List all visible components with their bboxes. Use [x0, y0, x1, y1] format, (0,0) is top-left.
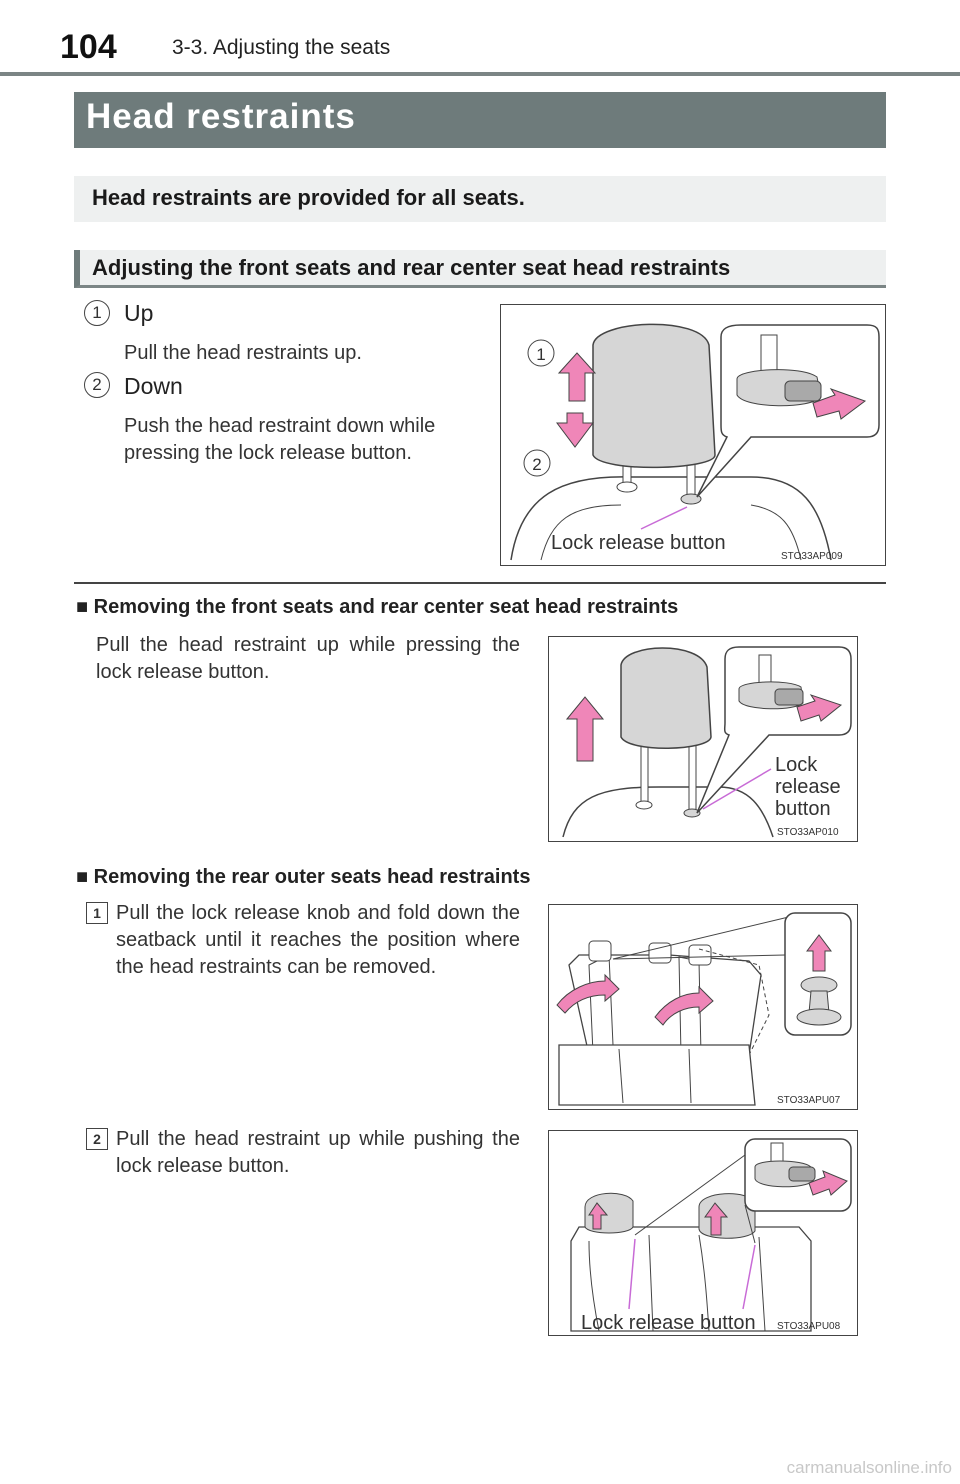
figure-code: STO33AP009 — [781, 551, 843, 562]
figure-label-2: 2 — [532, 455, 542, 474]
step-number-2: 2 — [84, 372, 110, 398]
figure-callout-lock-release: Lock release button — [581, 1312, 756, 1334]
page-title: Head restraints — [86, 97, 356, 136]
figure-callout-lock-release: Lock release button — [551, 532, 726, 554]
figure-code: STO33APU07 — [777, 1095, 841, 1106]
step-text-up: Pull the head restraints up. — [124, 342, 362, 364]
removing-rear-heading-text: Removing the rear outer seats head restraints — [93, 866, 531, 888]
page-title-band — [74, 92, 886, 148]
adjusting-heading: Adjusting the front seats and rear center seat head restraints — [92, 255, 731, 280]
figure-code: STO33AP010 — [777, 827, 839, 838]
step-text-down-line-2: pressing the lock release button. — [124, 442, 412, 464]
header-rule — [0, 72, 960, 76]
intro-text: Head restraints are provided for all seats. — [92, 185, 525, 210]
adjusting-heading-box — [74, 250, 886, 288]
figure-label-1: 1 — [536, 345, 546, 364]
step-text-down-line-1: Push the head restraint down while — [124, 415, 436, 437]
step-title-down: Down — [124, 373, 183, 399]
step-title-up: Up — [124, 300, 154, 326]
section-path: 3-3. Adjusting the seats — [172, 36, 391, 59]
figure-callout-release: release — [775, 776, 841, 798]
figure-rear-remove-restraint — [548, 1130, 858, 1336]
rear-step-number-1: 1 — [86, 902, 108, 924]
figure-callout-lock: Lock — [775, 754, 818, 776]
figure-code: STO33APU08 — [777, 1321, 841, 1332]
figure-adjust-head-restraint — [500, 304, 886, 566]
step-number-1: 1 — [84, 300, 110, 326]
removing-front-text: Pull the head restraint up while pressing the lock release button. — [96, 634, 520, 683]
rear-step-number-2: 2 — [86, 1128, 108, 1150]
removing-front-heading: ■ Removing the front seats and rear center seat head restraints — [76, 596, 679, 618]
removing-rear-heading: ■ Removing the rear outer seats head restraints — [76, 866, 531, 888]
figure-callout-button: button — [775, 798, 831, 820]
intro-box — [74, 176, 886, 222]
rear-step-text-2: Pull the head restraint up while pushing the lock release button. — [116, 1128, 520, 1177]
removing-front-heading-text: Removing the front seats and rear center seat head restraints — [93, 596, 679, 618]
section-divider — [74, 582, 886, 584]
page-number: 104 — [60, 28, 117, 66]
rear-step-text-1: Pull the lock release knob and fold down the seatback until it reaches the position where the head restraints can be removed. — [116, 902, 520, 978]
figure-remove-front-restraint — [548, 636, 858, 842]
figure-rear-fold-seatback — [548, 904, 858, 1110]
footer-watermark: carmanualsonline.info — [786, 1458, 952, 1477]
